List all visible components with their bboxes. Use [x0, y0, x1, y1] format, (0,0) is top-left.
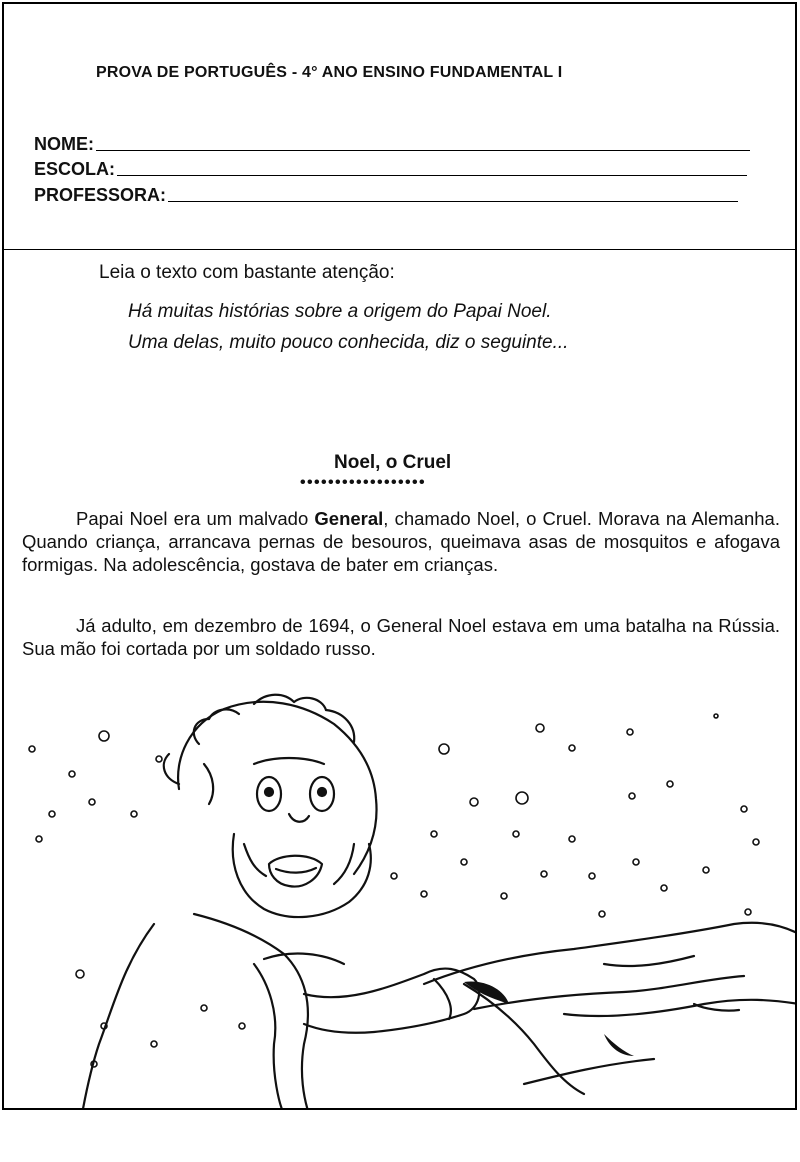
school-line[interactable] — [117, 174, 747, 176]
school-field[interactable] — [34, 159, 747, 180]
story-paragraph-2 — [22, 614, 780, 660]
teacher-label: PROFESSORA: — [34, 185, 167, 205]
reading-instruction: Leia o texto com bastante atenção: — [99, 262, 395, 283]
intro-quote-line-1: Há muitas histórias sobre a origem do Papai Noel. — [128, 301, 552, 322]
p1-bold-word: General — [314, 508, 384, 529]
p1-text-end: , chamado Noel, o Cruel. Morava na Alemanha. Quando criança, arrancava pernas de besouros, queimava asas de mosquitos e afogava formigas. Na adolescência, gostava de bater em crianças. — [22, 508, 780, 575]
name-line[interactable] — [96, 149, 750, 151]
name-field[interactable] — [34, 134, 750, 155]
teacher-line[interactable] — [168, 200, 738, 202]
noel-illustration — [4, 664, 797, 1110]
exam-title: PROVA DE PORTUGUÊS - 4° ANO ENSINO FUNDAMENTAL I — [96, 64, 563, 81]
p2-text: Já adulto, em dezembro de 1694, o General Noel estava em uma batalha na Rússia. Sua mão foi cortada por um soldado russo. — [22, 615, 780, 659]
story-paragraph-1 — [22, 507, 780, 576]
header-divider — [4, 249, 795, 250]
intro-quote-line-2: Uma delas, muito pouco conhecida, diz o seguinte... — [128, 332, 569, 353]
story-title: Noel, o Cruel — [334, 452, 452, 473]
exam-sheet — [2, 2, 797, 1110]
teacher-field[interactable] — [34, 185, 738, 206]
p1-text-start: Papai Noel era um malvado — [76, 508, 315, 529]
school-label: ESCOLA: — [34, 159, 115, 179]
name-label: NOME: — [34, 134, 94, 154]
title-dots: •••••••••••••••••• — [300, 474, 427, 491]
